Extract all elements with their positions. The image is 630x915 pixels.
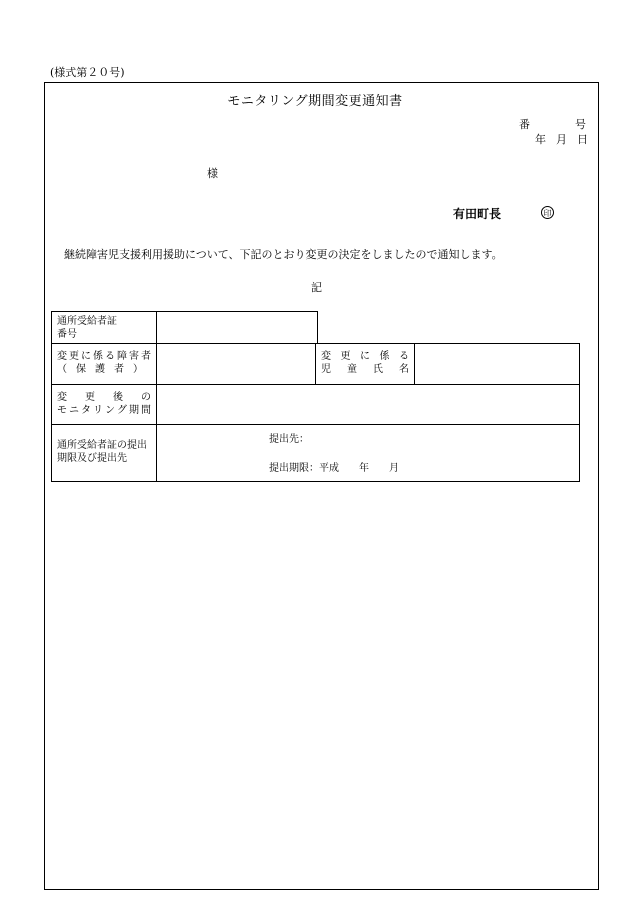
label-char: （	[57, 364, 67, 375]
submission-label	[51, 424, 157, 482]
label-char: タ	[81, 405, 91, 416]
label-char: リ	[93, 405, 103, 416]
seal-icon: 印	[541, 206, 554, 219]
label-char: 変	[57, 392, 67, 403]
label-char: 障	[117, 351, 127, 362]
guardian-value	[156, 343, 316, 385]
label-char: の	[141, 392, 151, 403]
period-value	[156, 384, 580, 425]
label-char: 更	[69, 351, 79, 362]
label-char: 者	[141, 351, 151, 362]
sender-name: 有田町長	[453, 207, 502, 221]
document-title: モニタリング期間変更通知書	[227, 94, 403, 109]
body-text: 継続障害児支援利用援助について、下記のとおり変更の決定をしましたので通知します。	[64, 248, 503, 261]
label-char: 保	[76, 364, 86, 375]
label-char: 童	[347, 364, 357, 375]
label-char: モ	[57, 405, 67, 416]
label-char: る	[105, 351, 115, 362]
form-number: (様式第２０号)	[50, 66, 125, 79]
cert-number-label-line1: 通所受給者証	[57, 316, 117, 327]
number-suffix: 号	[575, 118, 586, 131]
label-char: ン	[105, 405, 115, 416]
label-char: ）	[133, 364, 143, 375]
date-year: 年	[535, 133, 546, 146]
submission-label-line1: 通所受給者証の提出	[57, 440, 147, 451]
submit-deadline: 提出期限：平成 年 月	[269, 463, 399, 474]
label-char: に	[360, 351, 370, 362]
label-char: に	[81, 351, 91, 362]
label-char: 護	[95, 364, 105, 375]
child-label-line2	[321, 363, 409, 376]
label-char: ニ	[69, 405, 79, 416]
label-char: 変	[321, 351, 331, 362]
submit-to: 提出先：	[269, 434, 309, 445]
cert-number-value	[156, 311, 318, 344]
label-char: 氏	[373, 364, 383, 375]
document-frame	[44, 82, 599, 890]
guardian-label-line1	[57, 350, 151, 363]
guardian-label	[51, 343, 157, 385]
label-char: 変	[57, 351, 67, 362]
submission-label-line2: 期限及び提出先	[57, 453, 127, 464]
label-char: 期	[129, 405, 139, 416]
guardian-label-line2	[57, 363, 151, 376]
cert-number-label-line2: 番号	[57, 329, 77, 340]
date-day: 日	[577, 133, 588, 146]
label-char: 害	[129, 351, 139, 362]
submission-value	[156, 424, 580, 482]
period-label-line2	[57, 404, 151, 417]
period-label-line1	[57, 391, 151, 404]
label-char: 児	[321, 364, 331, 375]
recipient-suffix: 様	[207, 167, 218, 180]
child-label-line1	[321, 350, 409, 363]
label-char: 間	[141, 405, 151, 416]
date-month: 月	[556, 133, 567, 146]
cert-number-label	[51, 311, 157, 344]
label-char: 者	[114, 364, 124, 375]
child-label	[315, 343, 415, 385]
label-char: 後	[113, 392, 123, 403]
child-name-value	[414, 343, 580, 385]
label-char: 係	[93, 351, 103, 362]
label-char: 更	[85, 392, 95, 403]
label-char: 係	[379, 351, 390, 362]
ki-label: 記	[311, 281, 322, 294]
label-char: 名	[399, 364, 409, 375]
period-label	[51, 384, 157, 425]
number-label: 番	[519, 118, 530, 131]
label-char: 更	[340, 351, 351, 362]
label-char: る	[399, 351, 409, 362]
label-char: グ	[117, 405, 127, 416]
